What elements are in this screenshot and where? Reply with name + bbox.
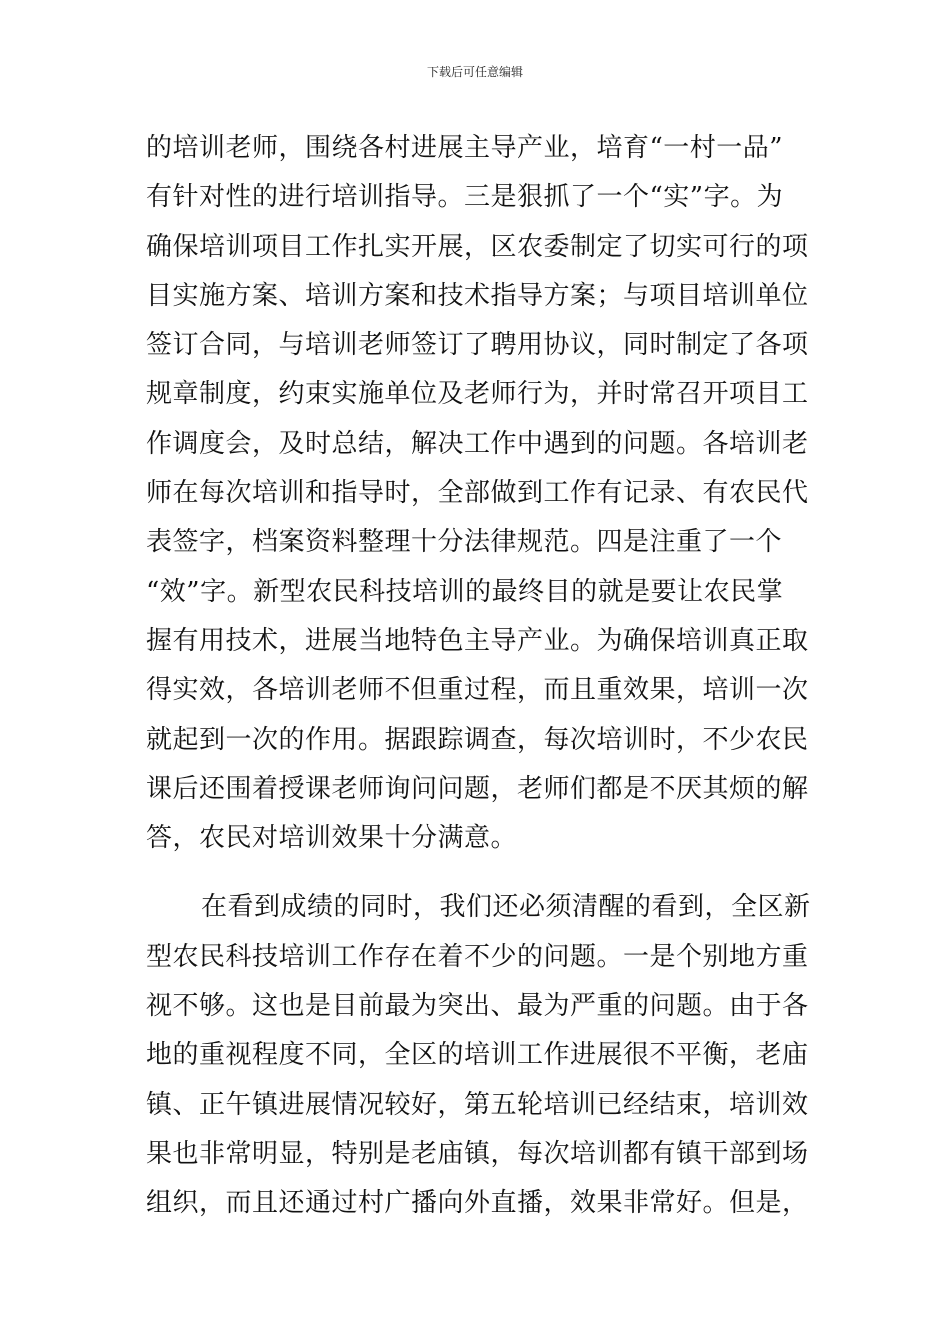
text-line: “效”字。新型农民科技培训的最终目的就是要让农民掌 bbox=[146, 576, 784, 607]
text-line: 在看到成绩的同时，我们还必须清醒的看到，全区新 bbox=[201, 892, 811, 923]
text-line: 作调度会，及时总结，解决工作中遇到的问题。各培训老 bbox=[146, 428, 809, 459]
document-body bbox=[146, 124, 811, 1229]
text-line: 目实施方案、培训方案和技术指导方案；与项目培训单位 bbox=[146, 280, 809, 311]
text-line: 课后还围着授课老师询问问题，老师们都是不厌其烦的解 bbox=[146, 773, 809, 804]
paragraph-2 bbox=[146, 883, 811, 1228]
text-line: 表签字，档案资料整理十分法律规范。四是注重了一个 bbox=[146, 527, 783, 558]
text-line: 答，农民对培训效果十分满意。 bbox=[146, 823, 518, 854]
text-line: 果也非常明显，特别是老庙镇，每次培训都有镇干部到场 bbox=[146, 1138, 809, 1169]
page-header-note: 下载后可任意编辑 bbox=[426, 65, 523, 79]
paragraph-spacer bbox=[146, 863, 806, 883]
text-line: 就起到一次的作用。据跟踪调查，每次培训时，不少农民 bbox=[146, 724, 809, 755]
text-line: 签订合同，与培训老师签订了聘用协议，同时制定了各项 bbox=[146, 330, 809, 361]
text-line: 的培训老师，围绕各村进展主导产业，培育“一村一品” bbox=[146, 133, 784, 163]
text-line: 镇、正午镇进展情况较好，第五轮培训已经结束，培训效 bbox=[146, 1089, 809, 1120]
text-line: 视不够。这也是目前最为突出、最为严重的问题。由于各 bbox=[146, 991, 809, 1022]
text-line: 有针对性的进行培训指导。三是狠抓了一个“实”字。为 bbox=[146, 182, 784, 213]
text-line: 规章制度，约束实施单位及老师行为，并时常召开项目工 bbox=[146, 379, 809, 410]
text-line: 握有用技术，进展当地特色主导产业。为确保培训真正取 bbox=[146, 625, 809, 656]
text-line: 师在每次培训和指导时，全部做到工作有记录、有农民代 bbox=[146, 478, 809, 509]
text-line: 型农民科技培训工作存在着不少的问题。一是个别地方重 bbox=[146, 941, 809, 972]
text-line: 确保培训项目工作扎实开展，区农委制定了切实可行的项 bbox=[146, 231, 809, 262]
paragraph-1 bbox=[146, 124, 809, 863]
text-line: 得实效，各培训老师不但重过程，而且重效果，培训一次 bbox=[146, 675, 809, 706]
text-line: 组织，而且还通过村广播向外直播，效果非常好。但是， bbox=[146, 1188, 809, 1219]
text-line: 地的重视程度不同，全区的培训工作进展很不平衡，老庙 bbox=[146, 1040, 809, 1071]
